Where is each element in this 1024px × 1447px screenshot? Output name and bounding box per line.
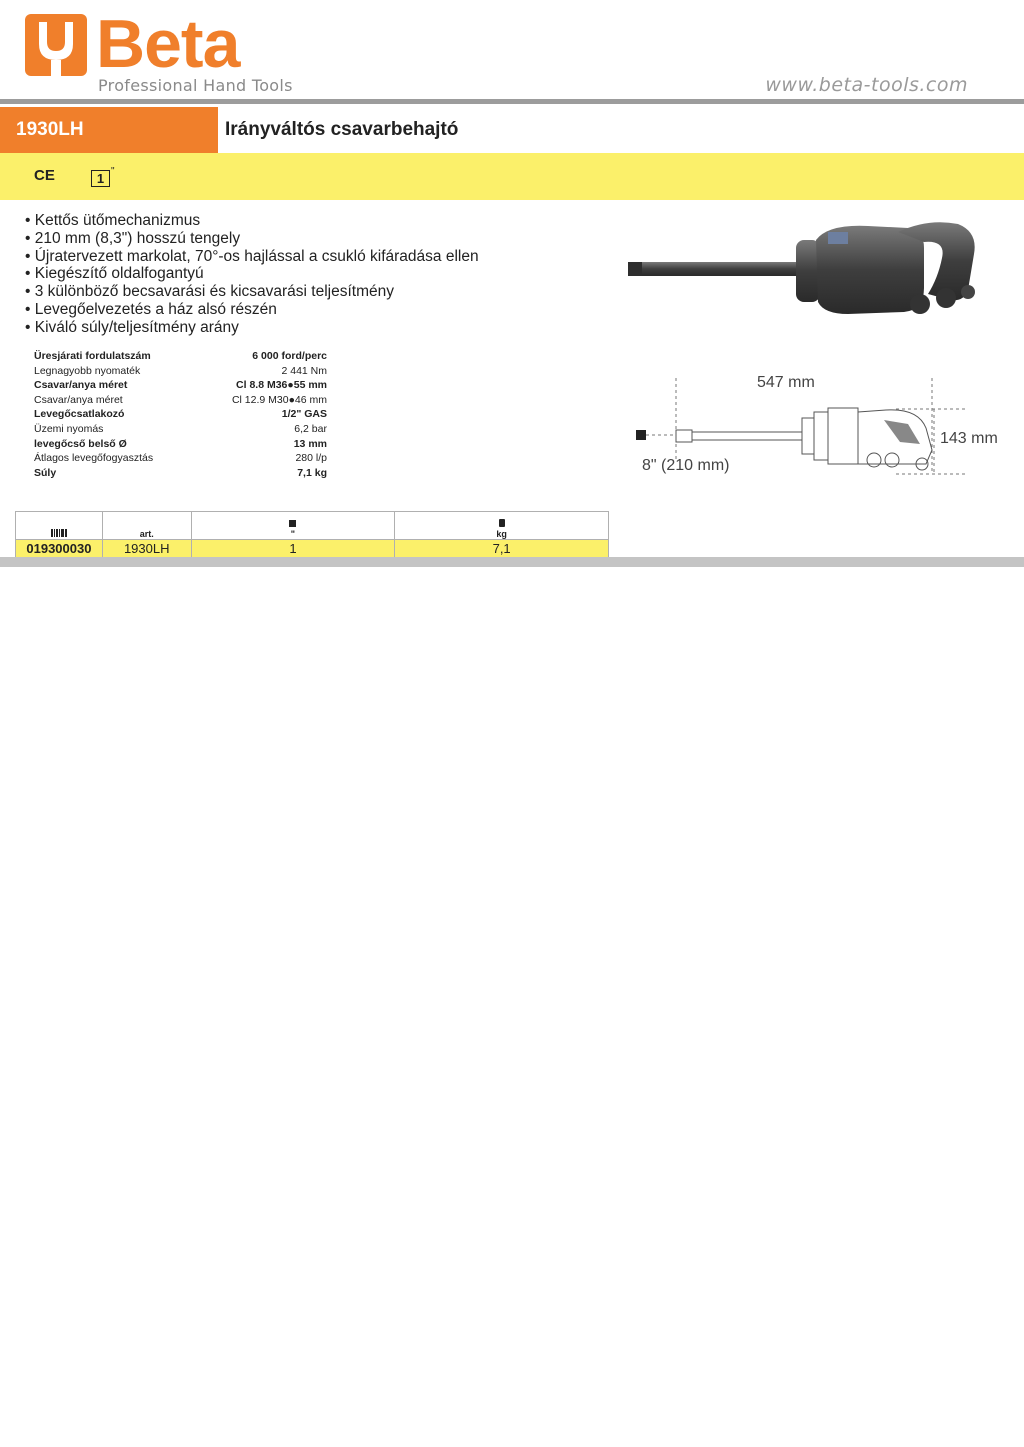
spec-label: Legnagyobb nyomaték xyxy=(34,364,141,377)
spec-row xyxy=(34,451,327,466)
page-header xyxy=(0,0,1024,104)
header-divider xyxy=(0,99,1024,104)
certification-band xyxy=(0,153,1024,200)
bottom-divider xyxy=(0,557,1024,567)
spec-value: 7,1 kg xyxy=(297,466,327,479)
product-title: Irányváltós csavarbehajtó xyxy=(225,119,459,140)
brand-tagline: Professional Hand Tools xyxy=(98,76,293,95)
spec-label: Súly xyxy=(34,466,57,479)
spec-label: Üzemi nyomás xyxy=(34,422,104,435)
feature-item: • Kiegészítő oldalfogantyú xyxy=(25,265,479,283)
spec-value: 6,2 bar xyxy=(294,422,327,435)
website-link[interactable]: www.beta-tools.com xyxy=(765,74,968,96)
art-cell: 1930LH xyxy=(102,540,191,558)
drive-cell: 1 xyxy=(191,540,395,558)
spec-label: Csavar/anya méret xyxy=(34,379,128,392)
order-table xyxy=(15,511,609,558)
weight-icon xyxy=(395,512,609,540)
spec-value: Cl 12.9 M30●46 mm xyxy=(231,393,327,406)
spec-value: 280 l/p xyxy=(295,452,327,465)
order-code-cell: 019300030 xyxy=(16,540,103,558)
feature-item: • Újratervezett markolat, 70°-os hajlással a csukló kifáradása ellen xyxy=(25,248,479,266)
feature-item: • Kiváló súly/teljesítmény arány xyxy=(25,319,479,337)
barcode-icon xyxy=(16,512,103,540)
spec-value: 2 441 Nm xyxy=(281,364,327,377)
spec-row xyxy=(34,437,327,452)
spec-label: Üresjárati fordulatszám xyxy=(34,350,151,362)
title-bar xyxy=(0,107,1024,153)
drive-unit: " xyxy=(290,529,296,539)
spec-label: Levegőcsatlakozó xyxy=(34,408,125,421)
shaft-length-label: 8" (210 mm) xyxy=(642,457,730,474)
feature-item: • 3 különböző becsavarási és kicsavarási teljesítmény xyxy=(25,283,479,301)
spec-value: 6 000 ford/perc xyxy=(252,350,327,362)
spec-label: Átlagos levegőfogyasztás xyxy=(34,452,154,465)
spec-row xyxy=(34,349,327,364)
overall-length-label: 547 mm xyxy=(757,374,815,391)
drive-size-icon: 1 xyxy=(91,170,110,187)
spec-row xyxy=(34,393,327,408)
spec-row xyxy=(34,378,327,393)
weight-cell: 7,1 xyxy=(395,540,609,558)
spec-value: 1/2" GAS xyxy=(281,408,327,421)
overall-height-label: 143 mm xyxy=(940,430,998,447)
spec-value: Cl 8.8 M36●55 mm xyxy=(236,379,327,392)
feature-item: • Levegőelvezetés a ház alsó részén xyxy=(25,301,479,319)
brand-name: Beta xyxy=(96,6,240,82)
spec-row xyxy=(34,466,327,481)
ce-mark-icon: CE xyxy=(34,167,55,184)
spec-label: Csavar/anya méret xyxy=(34,393,123,406)
product-code: 1930LH xyxy=(0,107,218,153)
beta-wrench-logo-icon xyxy=(25,14,87,76)
square-drive-icon xyxy=(191,512,395,540)
spec-table xyxy=(34,349,327,480)
spec-label: levegőcső belső Ø xyxy=(34,437,127,450)
feature-item: • 210 mm (8,3") hosszú tengely xyxy=(25,230,479,248)
spec-value: 13 mm xyxy=(293,437,327,450)
spec-row xyxy=(34,422,327,437)
weight-unit: kg xyxy=(496,529,507,539)
inch-mark: " xyxy=(111,166,115,177)
feature-item: • Kettős ütőmechanizmus xyxy=(25,212,479,230)
spec-row xyxy=(34,364,327,379)
table-row[interactable] xyxy=(16,540,609,558)
impact-wrench-photo xyxy=(628,218,984,338)
feature-list xyxy=(25,212,479,337)
art-header: art. xyxy=(102,512,191,540)
spec-row xyxy=(34,407,327,422)
order-table-header xyxy=(16,512,609,540)
